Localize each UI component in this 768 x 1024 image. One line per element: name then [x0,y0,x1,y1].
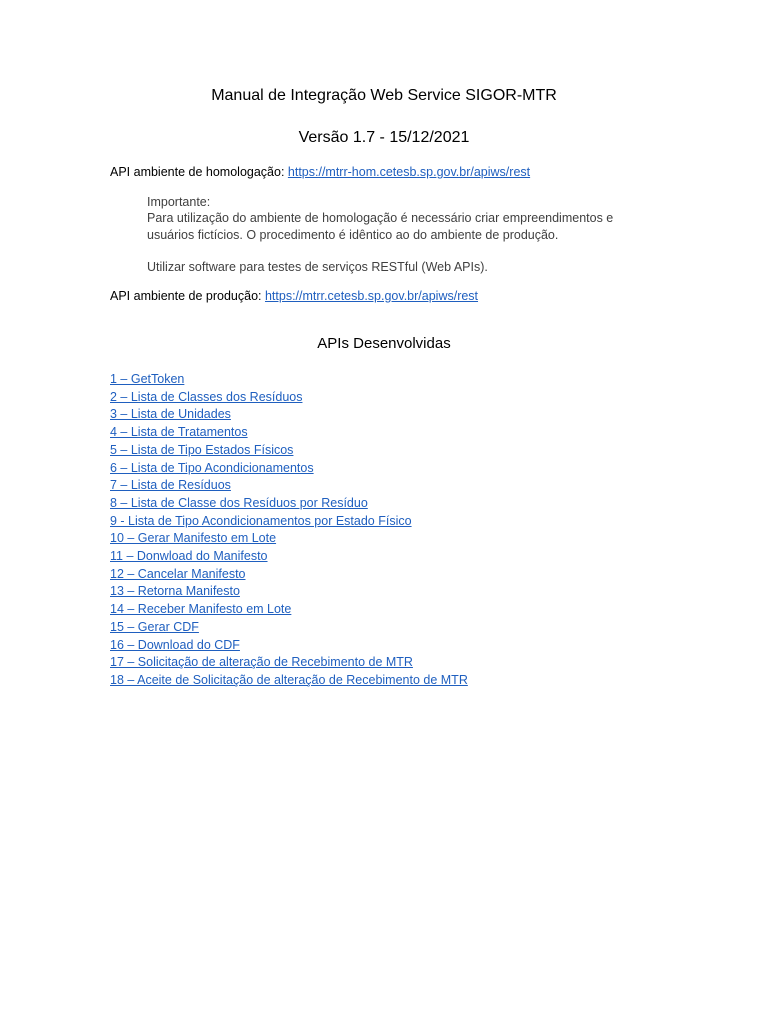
api-link-6[interactable]: 6 – Lista de Tipo Acondicionamentos [110,460,314,475]
api-link-16[interactable]: 16 – Download do CDF [110,637,240,652]
producao-label: API ambiente de produção: [110,289,262,303]
api-link-15[interactable]: 15 – Gerar CDF [110,619,199,634]
api-list-item [110,442,468,460]
producao-line [110,288,478,304]
document-version: Versão 1.7 - 15/12/2021 [298,129,470,146]
api-link-9[interactable]: 9 - Lista de Tipo Acondicionamentos por Estado Físico [110,513,412,528]
api-link-7[interactable]: 7 – Lista de Resíduos [110,478,231,493]
api-link-11[interactable]: 11 – Donwload do Manifesto [110,549,268,564]
api-link-14[interactable]: 14 – Receber Manifesto em Lote [110,602,292,617]
homologacao-line [110,164,530,180]
api-link-13[interactable]: 13 – Retorna Manifesto [110,584,240,599]
api-list-item [110,637,468,655]
api-link-18[interactable]: 18 – Aceite de Solicitação de alteração de Recebimento de MTR [110,672,468,687]
api-list-item [110,654,468,672]
api-list-item [110,406,468,424]
homologacao-label: API ambiente de homologação: [110,165,285,179]
api-list-item [110,530,468,548]
api-list-item [110,566,468,584]
api-list-item [110,513,468,531]
api-list [110,371,468,690]
api-list-item [110,583,468,601]
api-list-item [110,672,468,690]
document-title: Manual de Integração Web Service SIGOR-MTR [211,87,557,104]
api-link-12[interactable]: 12 – Cancelar Manifesto [110,566,246,581]
api-link-2[interactable]: 2 – Lista de Classes dos Resíduos [110,389,303,404]
api-link-1[interactable]: 1 – GetToken [110,372,185,386]
api-list-item [110,477,468,495]
note-body: Para utilização do ambiente de homologação é necessário criar empreendimentos e usuários fictícios. O procedimento é idêntico ao do ambiente de produção. [147,211,614,242]
api-list-item [110,495,468,513]
api-link-5[interactable]: 5 – Lista de Tipo Estados Físicos [110,442,294,457]
api-link-17[interactable]: 17 – Solicitação de alteração de Recebimento de MTR [110,655,413,670]
api-link-3[interactable]: 3 – Lista de Unidades [110,407,231,422]
homologacao-url-link[interactable]: https://mtrr-hom.cetesb.sp.gov.br/apiws/rest [287,165,531,179]
api-list-item [110,460,468,478]
api-list-item [110,424,468,442]
api-link-10[interactable]: 10 – Gerar Manifesto em Lote [110,531,277,546]
note-software: Utilizar software para testes de serviços RESTful (Web APIs). [147,260,488,274]
api-link-4[interactable]: 4 – Lista de Tratamentos [110,425,248,440]
api-list-item [110,619,468,637]
producao-url-link[interactable]: https://mtrr.cetesb.sp.gov.br/apiws/rest [264,289,479,303]
api-list-item [110,601,468,619]
note-heading: Importante: [147,195,211,209]
api-list-item [110,371,468,389]
api-list-item [110,548,468,566]
api-list-item [110,389,468,407]
api-link-8[interactable]: 8 – Lista de Classe dos Resíduos por Resíduo [110,495,368,510]
apis-heading: APIs Desenvolvidas [317,335,451,352]
